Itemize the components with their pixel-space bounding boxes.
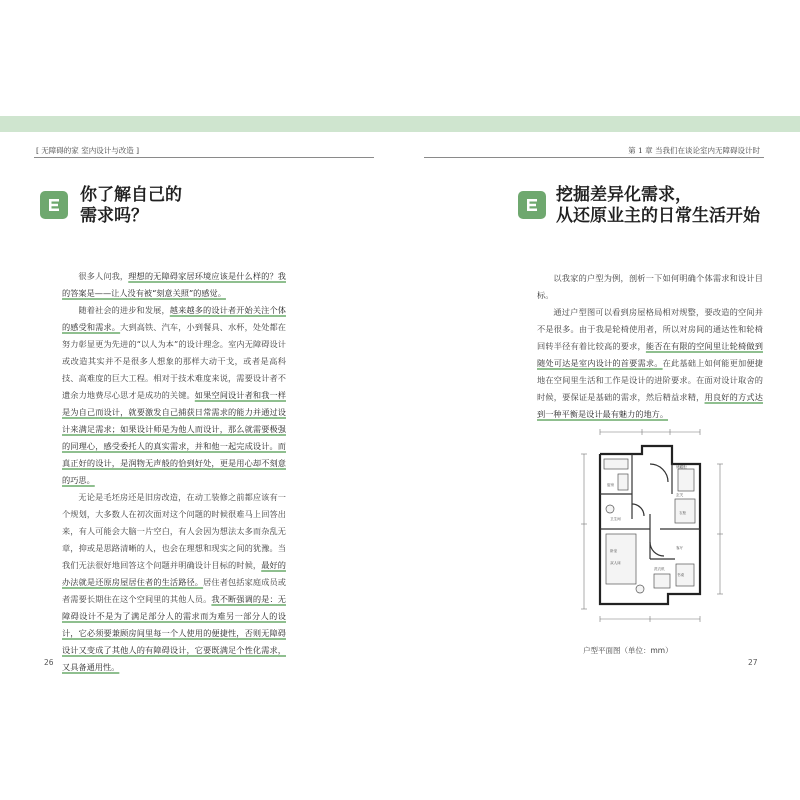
e-glyph-icon	[40, 191, 68, 219]
left-body-paragraph	[62, 489, 286, 676]
plan-label-washer: 洗衣机	[654, 567, 665, 571]
right-body-paragraph	[537, 304, 763, 423]
highlighted-text: 理想的无障碍家居环境应该是什么样的？我的答案是——让人没有被“刻意关照”的感觉。	[62, 271, 286, 298]
body-text: 很多人问我，	[78, 271, 129, 281]
plan-label-bathroom: 卫生间	[610, 517, 621, 521]
right-page-title	[556, 185, 760, 227]
page-number-right: 27	[748, 658, 758, 667]
highlighted-text: 用良好的方式达到一种平衡是设计最有魅力的地方。	[537, 392, 763, 419]
floor-plan-drawing	[580, 424, 730, 624]
plan-label-desk: 书桌	[677, 573, 685, 577]
right-title-line-2: 从还原业主的日常生活开始	[556, 206, 760, 226]
page-number-left: 26	[44, 658, 54, 667]
highlighted-text: 我不断强调的是：无障碍设计不是为了满足部分人的需求而为难另一部分人的设计，它必须要兼顾房间里每一个人使用的便捷性，否则无障碍设计又变成了其他人的有障碍设计，它要既满足个性化需求，又具备通用性。	[62, 594, 286, 672]
left-title-line-2: 需求吗？	[80, 206, 148, 226]
header-rule-right	[424, 157, 764, 158]
highlighted-text: 如果空间设计者和我一样是为自己而设计，就要激发自己捕获日常需求的能力并通过设计来满足需求；如果设计师是为他人而设计，那么就需要极强的同理心，感受委托人的真实需求，并和他一起完成设计。而真正好的设计，是润物无声般的恰到好处，更是用心却不刻意的巧思。	[62, 390, 286, 485]
body-text: 无论是毛坯房还是旧房改造，在动工装修之前都应该有一个规划，大多数人在初次面对这个问题的时候很难马上回答出来，有人可能会大脑一片空白，有人会因为想法太多而杂乱无章，抑或是思路清晰的人，也会在理想和现实之间的犹豫。当我们无法很好地回答这个问题并明确设计目标的时候，	[62, 492, 286, 570]
left-body-paragraph	[62, 302, 286, 489]
plan-label-storage: 储藏柜	[676, 465, 687, 469]
body-text: 居住者包括家庭成员或者需要长期住在这个空间里的其他人员。	[62, 577, 286, 604]
floor-plan-caption: 户型平面图（单位：mm）	[583, 646, 673, 655]
left-page-title	[80, 185, 182, 227]
plan-label-entry: 玄关	[676, 493, 684, 497]
highlighted-text: 能否在有限的空间里让轮椅做到随处可达是室内设计的首要需求。	[537, 341, 763, 368]
highlighted-text: 越来越多的设计者开始关注个体的感受和需求。	[62, 305, 286, 332]
running-header-left: [ 无障碍的家 室内设计与改造 ]	[36, 146, 140, 155]
header-rule-left	[34, 157, 374, 158]
right-page-body	[537, 270, 763, 423]
body-text: 以我家的户型为例，剖析一下如何明确个体需求和设计目标。	[537, 273, 763, 300]
body-text: 随着社会的进步和发展，	[78, 305, 170, 315]
left-body-paragraph	[62, 268, 286, 302]
left-page-body	[62, 268, 286, 676]
plan-label-bed: 双人床	[610, 561, 621, 565]
plan-label-living: 客厅	[676, 546, 684, 550]
plan-label-kitchen: 厨房	[607, 483, 615, 487]
right-body-paragraph	[537, 270, 763, 304]
plan-label-bedroom: 卧室	[610, 549, 618, 553]
right-title-line-1: 挖掘差异化需求，	[556, 185, 692, 205]
running-header-right: 第 1 章 当我们在谈论室内无障碍设计时	[628, 146, 760, 155]
top-color-band	[0, 116, 800, 132]
body-text: 通过户型图可以看到房屋格局相对规整，要改造的空间并不是很多。由于我是轮椅使用者，所以对房间的通达性和轮椅回转半径有着比较高的要求，	[537, 307, 763, 351]
body-text: 在此基础上如何能更加便捷地在空间里生活和工作是设计的进阶要求。在面对设计取舍的时候，要保证是基础的需求，然后精益求精，	[537, 358, 763, 402]
highlighted-text: 最好的办法就是还原房屋居住者的生活路径。	[62, 560, 286, 587]
left-title-line-1: 你了解自己的	[80, 185, 182, 205]
plan-label-wardrobe: 衣柜	[679, 511, 687, 515]
body-text: 大到高铁、汽车，小到餐具、水杯，处处都在努力彰显更为先进的“以人为本”的设计理念。室内无障碍设计或改造其实并不是很多人想象的那样大动干戈，或者是高科技、高难度的巨大工程。相对于技术难度来说，需要设计者不遗余力地费尽心思才是成功的关键。	[62, 322, 286, 400]
e-glyph-icon	[518, 191, 546, 219]
